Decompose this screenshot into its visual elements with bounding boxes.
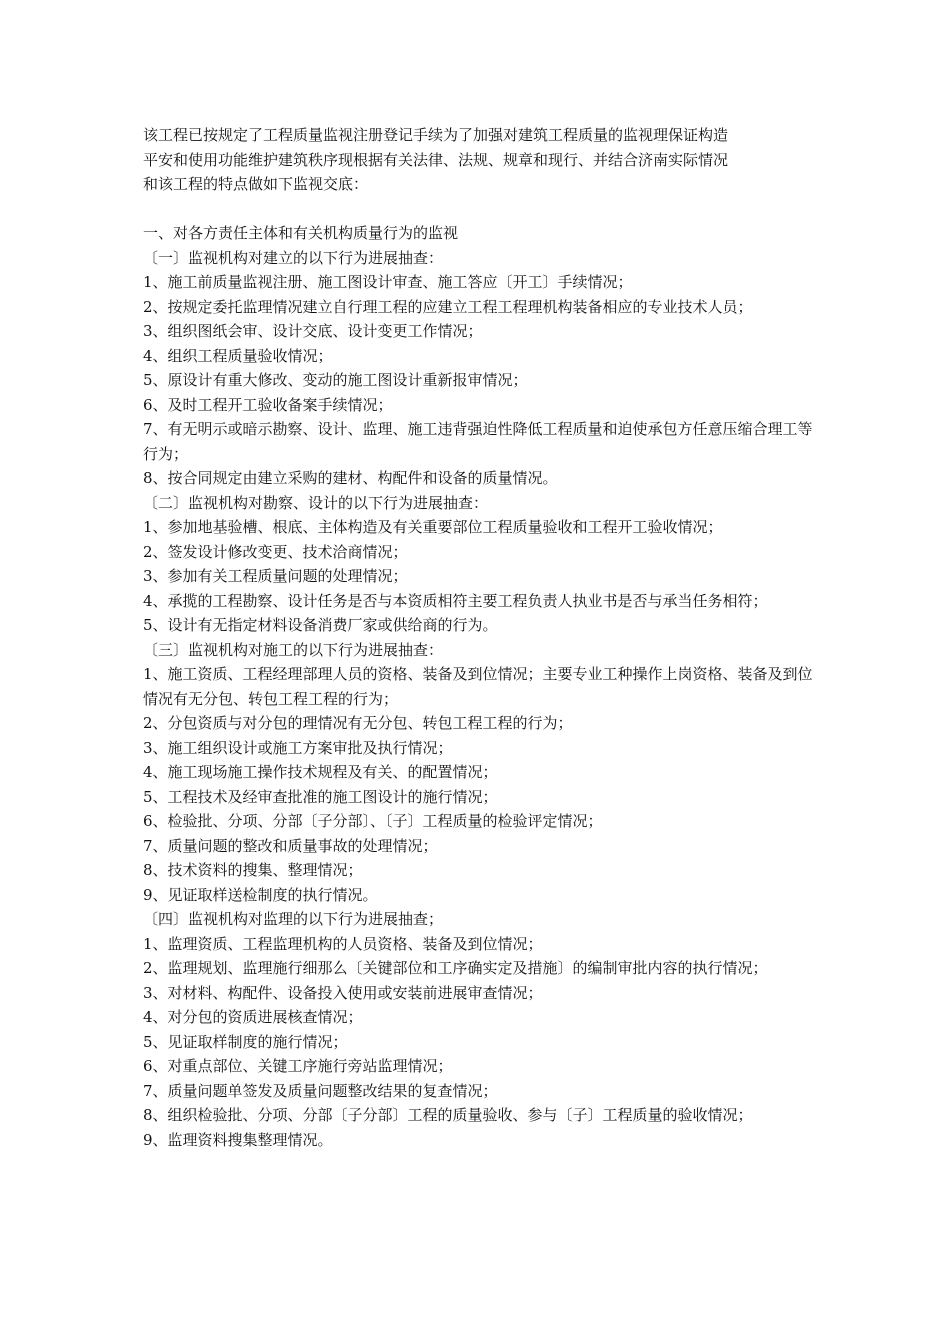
list-item: 8、技术资料的搜集、整理情况； bbox=[143, 861, 363, 879]
group-supervision bbox=[143, 907, 823, 1152]
intro-line: 和该工程的特点做如下监视交底： bbox=[143, 175, 369, 193]
list-item: 7、质量问题单签发及质量问题整改结果的复查情况； bbox=[143, 1081, 498, 1100]
list-item: 7、有无明示或暗示勘察、设计、监理、施工违背强迫性降低工程质量和迫使承包方任意压缩合理工等行为； bbox=[143, 420, 813, 463]
list-item: 3、对材料、构配件、设备投入使用或安装前进展审查情况； bbox=[143, 983, 543, 1002]
group-construction-unit bbox=[143, 638, 823, 908]
list-item: 4、承揽的工程勘察、设计任务是否与本资质相符主要工程负责人执业书是否与承当任务相符； bbox=[143, 591, 768, 610]
list-item: 8、组织检验批、分项、分部〔子分部〕工程的质量验收、参与〔子〕工程质量的验收情况； bbox=[143, 1106, 753, 1124]
list-item: 3、参加有关工程质量问题的处理情况； bbox=[143, 567, 408, 585]
list-item: 4、组织工程质量验收情况； bbox=[143, 346, 333, 365]
group-construction bbox=[143, 246, 823, 491]
blank-line bbox=[143, 197, 823, 222]
list-item: 3、施工组织设计或施工方案审批及执行情况； bbox=[143, 738, 453, 757]
list-item: 2、按规定委托监理情况建立自行理工程的应建立工程工程理机构装备相应的专业技术人员； bbox=[143, 297, 753, 316]
list-item: 2、分包资质与对分包的理情况有无分包、转包工程工程的行为； bbox=[143, 714, 573, 732]
list-item: 2、签发设计修改变更、技术洽商情况； bbox=[143, 542, 408, 561]
group-survey-design bbox=[143, 491, 823, 638]
list-item: 3、组织图纸会审、设计交底、设计变更工作情况； bbox=[143, 322, 483, 340]
list-item: 8、按合同规定由建立采购的建材、构配件和设备的质量情况。 bbox=[143, 469, 558, 487]
group-heading: 〔二〕监视机构对勘察、设计的以下行为进展抽查： bbox=[143, 493, 489, 512]
section-title: 一、对各方责任主体和有关机构质量行为的监视 bbox=[143, 224, 459, 242]
group-heading: 〔四〕监视机构对监理的以下行为进展抽查； bbox=[143, 910, 444, 928]
list-item: 6、检验批、分项、分部〔子分部〕、〔子〕工程质量的检验评定情况； bbox=[143, 812, 603, 830]
list-item: 4、施工现场施工操作技术规程及有关、的配置情况； bbox=[143, 763, 498, 781]
list-item: 7、质量问题的整改和质量事故的处理情况； bbox=[143, 836, 438, 855]
list-item: 5、见证取样制度的施行情况； bbox=[143, 1032, 348, 1051]
intro-line: 平安和使用功能维护建筑秩序现根据有关法律、法规、规章和现行、并结合济南实际情况 bbox=[143, 150, 729, 169]
list-item: 6、对重点部位、关键工序施行旁站监理情况； bbox=[143, 1057, 453, 1075]
list-item: 5、设计有无指定材料设备消费厂家或供给商的行为。 bbox=[143, 616, 498, 634]
list-item: 1、监理资质、工程监理机构的人员资格、装备及到位情况； bbox=[143, 934, 543, 953]
list-item: 5、工程技术及经审查批准的施工图设计的施行情况； bbox=[143, 787, 498, 806]
list-item: 4、对分包的资质进展核查情况； bbox=[143, 1008, 363, 1026]
group-heading: 〔三〕监视机构对施工的以下行为进展抽查： bbox=[143, 640, 444, 659]
intro-line: 该工程已按规定了工程质量监视注册登记手续为了加强对建筑工程质量的监视理保证构造 bbox=[143, 126, 729, 144]
list-item: 1、参加地基验槽、根底、主体构造及有关重要部位工程质量验收和工程开工验收情况； bbox=[143, 518, 723, 536]
list-item: 9、监理资料搜集整理情况。 bbox=[143, 1130, 333, 1149]
intro-paragraph bbox=[143, 123, 823, 197]
list-item: 5、原设计有重大修改、变动的施工图设计重新报审情况； bbox=[143, 371, 528, 389]
list-item: 1、施工前质量监视注册、施工图设计审查、施工答应〔开工〕手续情况； bbox=[143, 273, 633, 291]
list-item: 9、见证取样送检制度的执行情况。 bbox=[143, 885, 378, 904]
document-body bbox=[143, 123, 823, 1152]
list-item: 1、施工资质、工程经理部理人员的资格、装备及到位情况；主要专业工种操作上岗资格、装备及到位情况有无分包、转包工程工程的行为； bbox=[143, 665, 813, 708]
group-heading: 〔一〕监视机构对建立的以下行为进展抽查： bbox=[143, 248, 444, 267]
list-item: 6、及时工程开工验收备案手续情况； bbox=[143, 395, 393, 414]
list-item: 2、监理规划、监理施行细那么〔关键部位和工序确实定及措施〕的编制审批内容的执行情况； bbox=[143, 959, 768, 977]
